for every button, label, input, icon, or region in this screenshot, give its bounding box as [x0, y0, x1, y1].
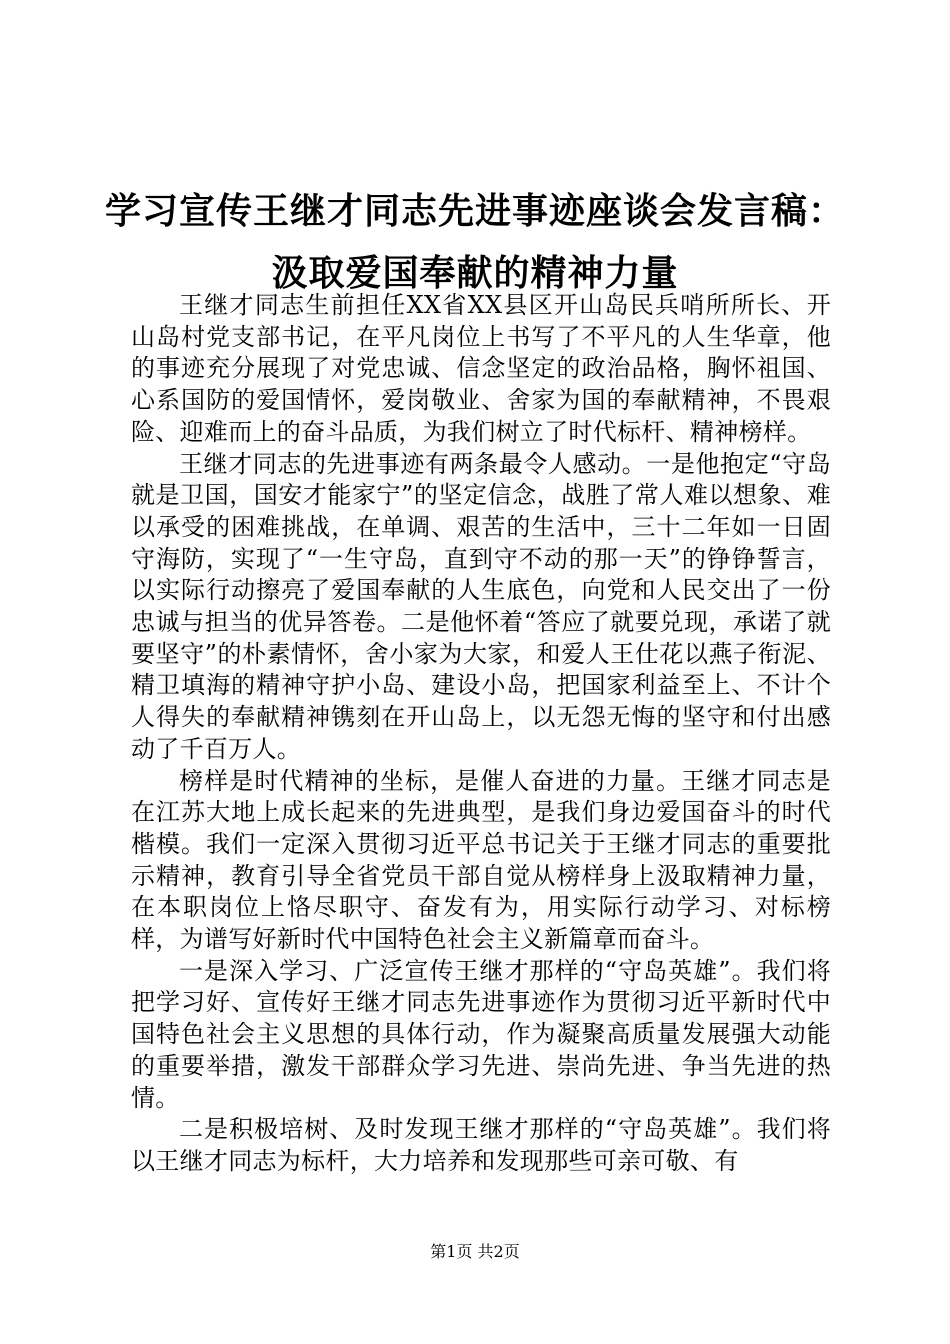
paragraph-1: 王继才同志生前担任XX省XX县区开山岛民兵哨所所长、开山岛村党支部书记，在平凡岗位上书写了不平凡的人生华章，他的事迹充分展现了对党忠诚、信念坚定的政治品格，胸怀祖国、心系国防的爱国情怀，爱岗敬业、舍家为国的奉献精神，不畏艰险、迎难而上的奋斗品质，为我们树立了时代标杆、精神榜样。	[131, 291, 831, 446]
paragraph-5: 二是积极培树、及时发现王继才那样的“守岛英雄”。我们将以王继才同志为标杆，大力培养和发现那些可亲可敬、有	[131, 1115, 831, 1175]
paragraph-2: 王继才同志的先进事迹有两条最令人感动。一是他抱定“守岛就是卫国，国安才能家宁”的坚定信念，战胜了常人难以想象、难以承受的困难挑战，在单调、艰苦的生活中，三十二年如一日固守海防，实现了“一生守岛，直到守不动的那一天”的铮铮誓言，以实际行动擦亮了爱国奉献的人生底色，向党和人民交出了一份忠诚与担当的优异答卷。二是他怀着“答应了就要兑现，承诺了就要坚守”的朴素情怀，舍小家为大家，和爱人王仕花以燕子衔泥、精卫填海的精神守护小岛、建设小岛，把国家利益至上、不计个人得失的奉献精神镌刻在开山岛上，以无怨无悔的坚守和付出感动了千百万人。	[131, 449, 831, 763]
document-body	[131, 290, 831, 1178]
page-number: 第1页 共2页	[430, 1242, 520, 1261]
title-line-1: 学习宣传王继才同志先进事迹座谈会发言稿：	[104, 190, 845, 232]
title-line-2: 汲取爱国奉献的精神力量	[271, 252, 679, 294]
page-footer	[0, 1242, 950, 1262]
document-title	[60, 180, 890, 304]
paragraph-4: 一是深入学习、广泛宣传王继才那样的“守岛英雄”。我们将把学习好、宣传好王继才同志先进事迹作为贯彻习近平新时代中国特色社会主义思想的具体行动，作为凝聚高质量发展强大动能的重要举措，激发干部群众学习先进、崇尚先进、争当先进的热情。	[131, 956, 831, 1112]
paragraph-3: 榜样是时代精神的坐标，是催人奋进的力量。王继才同志是在江苏大地上成长起来的先进典型，是我们身边爱国奋斗的时代楷模。我们一定深入贯彻习近平总书记关于王继才同志的重要批示精神，教育引导全省党员干部自觉从榜样身上汲取精神力量，在本职岗位上恪尽职守、奋发有为，用实际行动学习、对标榜样，为谱写好新时代中国特色社会主义新篇章而奋斗。	[131, 766, 831, 954]
